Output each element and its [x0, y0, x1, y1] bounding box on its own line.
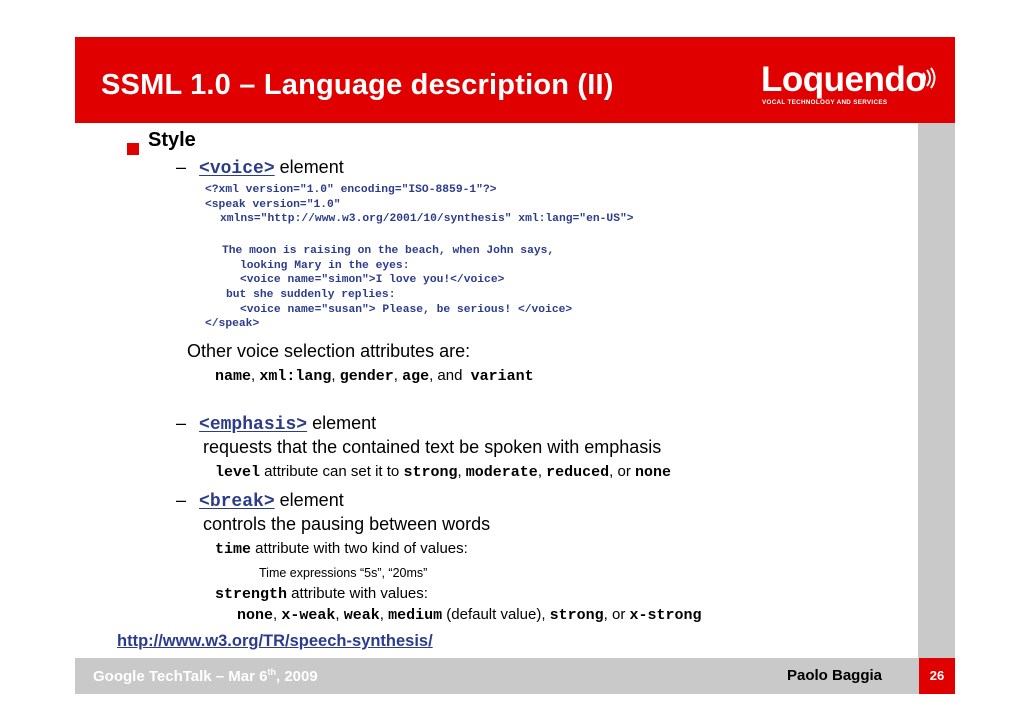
- code-line: The moon is raising on the beach, when John says,: [222, 245, 555, 257]
- value-reduced: reduced: [546, 464, 610, 481]
- separator: ,: [457, 463, 466, 480]
- value-x-weak: x-weak: [281, 607, 336, 624]
- value-none: none: [237, 607, 274, 624]
- right-margin-bar: [918, 123, 955, 658]
- value-moderate: moderate: [465, 464, 538, 481]
- break-description: controls the pausing between words: [203, 514, 491, 534]
- emphasis-description: requests that the contained text be spoken with emphasis: [203, 437, 662, 457]
- value-weak: weak: [343, 607, 380, 624]
- other-attributes-text: Other voice selection attributes are:: [187, 341, 471, 361]
- attr-time: time: [215, 541, 252, 558]
- page-number-box: [919, 658, 955, 694]
- strength-values: [237, 606, 702, 624]
- level-text: attribute can set it to: [260, 463, 404, 480]
- voice-attribute-list: [215, 367, 534, 385]
- value-strong: strong: [403, 464, 458, 481]
- code-line: <?xml version="1.0" encoding="ISO-8859-1"?>: [205, 184, 497, 196]
- emphasis-tag: <emphasis>: [199, 415, 308, 435]
- attr-gender: gender: [339, 368, 394, 385]
- attr-name: name: [215, 368, 252, 385]
- value-x-strong: x-strong: [629, 607, 702, 624]
- strength-text: attribute with values:: [287, 585, 428, 602]
- slide-footer: [75, 658, 955, 694]
- code-line: <voice name="simon">I love you!</voice>: [240, 274, 505, 286]
- separator: ,: [537, 463, 547, 480]
- break-strength-line: [215, 585, 428, 603]
- separator: ,: [251, 367, 260, 384]
- code-line: <voice name="susan"> Please, be serious! </voice>: [240, 304, 573, 316]
- slide-header: [75, 37, 955, 123]
- separator: , or: [603, 606, 630, 623]
- code-line: <speak version="1.0": [205, 199, 341, 211]
- separator: ,: [393, 367, 403, 384]
- red-square-bullet: [127, 143, 139, 155]
- element-label: element: [279, 490, 344, 510]
- event-label: [93, 667, 318, 685]
- voice-element-line: [176, 157, 344, 179]
- break-element-line: [176, 490, 344, 512]
- author-name: Paolo Baggia: [787, 667, 883, 684]
- separator: , and: [429, 367, 467, 384]
- separator: ,: [273, 606, 282, 623]
- sound-waves-icon: [921, 67, 937, 89]
- value-medium: medium: [388, 607, 443, 624]
- logo-wordmark: Loquendo: [761, 60, 927, 99]
- emphasis-level-line: [215, 463, 671, 481]
- code-line: </speak>: [205, 318, 260, 330]
- separator: (default value),: [442, 606, 550, 623]
- attr-age: age: [402, 368, 430, 385]
- attr-xml-lang: xml:lang: [259, 368, 332, 385]
- dash: –: [176, 157, 187, 177]
- attr-variant: variant: [470, 368, 534, 385]
- element-label: element: [312, 413, 377, 433]
- separator: ,: [335, 606, 344, 623]
- element-label: element: [279, 157, 344, 177]
- code-line: but she suddenly replies:: [226, 289, 396, 301]
- value-strong: strong: [549, 607, 604, 624]
- code-line: xmlns="http://www.w3.org/2001/10/synthesis" xml:lang="en-US">: [220, 213, 634, 225]
- dash: –: [176, 413, 187, 433]
- event-name: Google TechTalk – Mar 6: [93, 668, 268, 685]
- attr-level: level: [215, 464, 261, 481]
- time-text: attribute with two kind of values:: [251, 540, 468, 557]
- emphasis-element-line: [176, 413, 376, 435]
- attr-strength: strength: [215, 586, 288, 603]
- voice-tag: <voice>: [199, 159, 275, 179]
- spec-link[interactable]: http://www.w3.org/TR/speech-synthesis/: [117, 632, 433, 650]
- dash: –: [176, 490, 187, 510]
- ordinal-suffix: th: [267, 667, 276, 677]
- break-tag: <break>: [199, 492, 275, 512]
- logo-tagline: VOCAL TECHNOLOGY AND SERVICES: [762, 99, 888, 106]
- value-none: none: [635, 464, 672, 481]
- loquendo-logo: [761, 60, 937, 112]
- separator: , or: [609, 463, 636, 480]
- code-line: looking Mary in the eyes:: [240, 260, 410, 272]
- separator: ,: [379, 606, 389, 623]
- event-year: , 2009: [276, 668, 318, 685]
- slide-title: SSML 1.0 – Language description (II): [101, 69, 614, 101]
- style-heading: Style: [148, 129, 196, 151]
- page-number: 26: [929, 668, 945, 683]
- break-time-line: [215, 540, 468, 558]
- separator: ,: [331, 367, 340, 384]
- time-examples: Time expressions “5s”, “20ms”: [259, 566, 428, 580]
